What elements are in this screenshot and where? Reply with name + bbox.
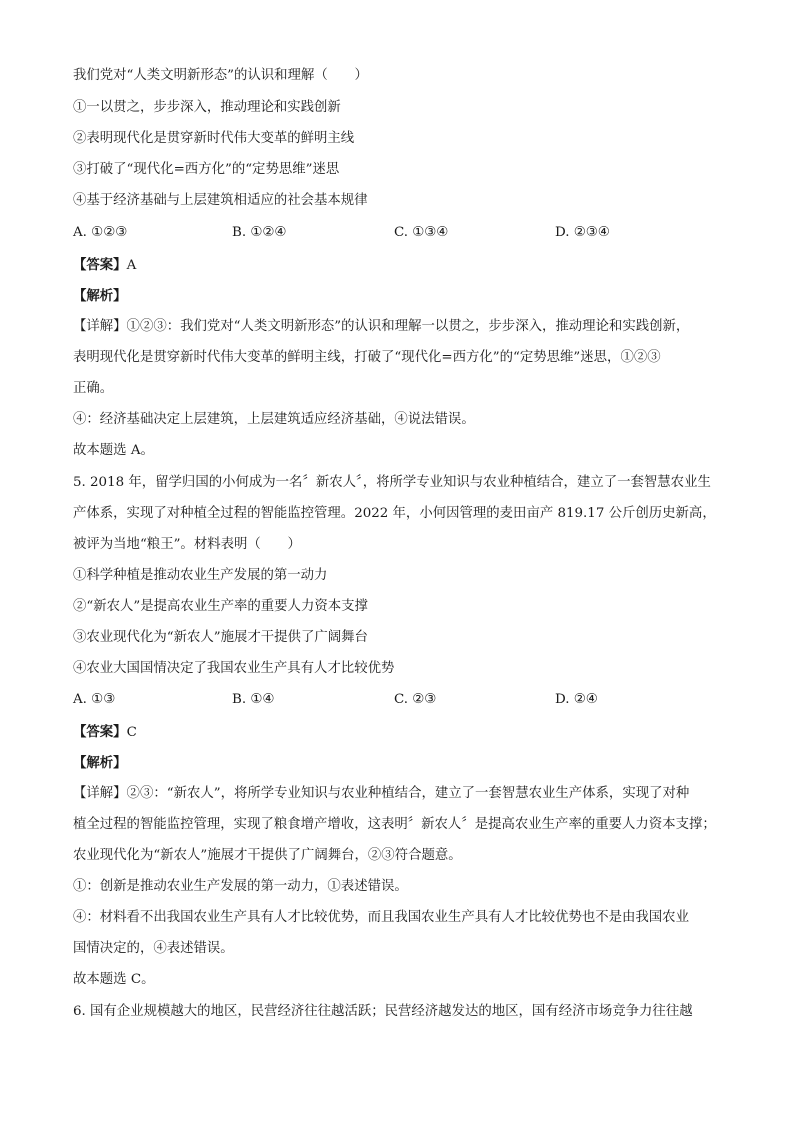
q4-detail-5: 故本题选 A。 (73, 443, 154, 458)
q5-option-d: D. ②④ (555, 692, 598, 707)
q5-detail-2: 植全过程的智能监控管理，实现了粮食增产增收，这表明〞新农人〞是提高农业生产率的重要人力资本支撑； (73, 817, 716, 832)
q5-detail-4: ①：创新是推动农业生产发展的第一动力，①表述错误。 (73, 879, 408, 894)
q5-stem-3: 被评为当地“粮王”。材料表明（ ） (73, 537, 301, 552)
q5-stem-2: 产体系，实现了对种植全过程的智能监控管理。2022 年，小何因管理的麦田亩产 819.17 公斤创历史新高， (73, 506, 716, 521)
q5-detail-1: 【详解】②③：“新农人”，将所学专业知识与农业种植结合，建立了一套智慧农业生产体系，实现了对种 (73, 786, 690, 801)
q4-option-d: D. ②③④ (555, 225, 610, 240)
q4-analysis-label: 【解析】 (73, 288, 127, 304)
q5-item-4: ④农业大国国情决定了我国农业生产具有人才比较优势 (73, 661, 395, 676)
q4-detail-4: ④：经济基础决定上层建筑，上层建筑适应经济基础，④说法错误。 (73, 412, 475, 427)
q4-item-4: ④基于经济基础与上层建筑相适应的社会基本规律 (73, 193, 368, 208)
q5-detail-6: 国情决定的，④表述错误。 (73, 941, 234, 956)
q4-answer-label: 【答案】 (73, 257, 127, 273)
q5-answer-label: 【答案】 (73, 724, 127, 740)
q4-option-c: C. ①③④ (394, 225, 449, 240)
q4-detail-2: 表明现代化是贯穿新时代伟大变革的鲜明主线，打破了“现代化=西方化”的“定势思维”迷思，①②③ (73, 350, 661, 365)
q5-answer (73, 722, 723, 743)
q4-answer-value: A (126, 258, 137, 273)
q4-detail-1: 【详解】①②③：我们党对“人类文明新形态”的认识和理解一以贯之，步步深入，推动理论和实践创新， (73, 319, 690, 334)
q5-option-c: C. ②③ (394, 692, 437, 707)
q4-item-3: ③打破了“现代化=西方化”的“定势思维”迷思 (73, 162, 340, 177)
q5-item-1: ①科学种植是推动农业生产发展的第一动力 (73, 568, 328, 583)
q4-stem: 我们党对“人类文明新形态”的认识和理解（ ） (73, 68, 368, 83)
q5-stem-1: 5. 2018 年，留学归国的小何成为一名〞新农人〞，将所学专业知识与农业种植结合，建立了一套智慧农业生 (73, 475, 711, 490)
q5-option-b: B. ①④ (232, 692, 275, 707)
q5-item-3: ③农业现代化为“新农人”施展才干提供了广阔舞台 (73, 630, 368, 645)
q4-answer (73, 255, 723, 276)
q5-analysis-label: 【解析】 (73, 755, 127, 771)
q5-option-a: A. ①③ (73, 692, 116, 707)
q4-item-1: ①一以贯之，步步深入，推动理论和实践创新 (73, 100, 341, 115)
q4-option-a: A. ①②③ (73, 225, 128, 240)
q5-detail-7: 故本题选 C。 (73, 972, 155, 987)
q5-answer-value: C (126, 725, 137, 740)
q4-item-2: ②表明现代化是贯穿新时代伟大变革的鲜明主线 (73, 131, 355, 146)
q5-detail-3: 农业现代化为“新农人”施展才干提供了广阔舞台，②③符合题意。 (73, 848, 462, 863)
q6-stem: 6. 国有企业规模越大的地区，民营经济往往越活跃；民营经济越发达的地区，国有经济市场竞争力往往越 (73, 1004, 693, 1019)
q4-option-b: B. ①②④ (232, 225, 287, 240)
q5-item-2: ②“新农人”是提高农业生产率的重要人力资本支撑 (73, 599, 368, 614)
q4-detail-3: 正确。 (73, 381, 114, 396)
q5-detail-5: ④：材料看不出我国农业生产具有人才比较优势，而且我国农业生产具有人才比较优势也不是由我国农业 (73, 910, 689, 925)
